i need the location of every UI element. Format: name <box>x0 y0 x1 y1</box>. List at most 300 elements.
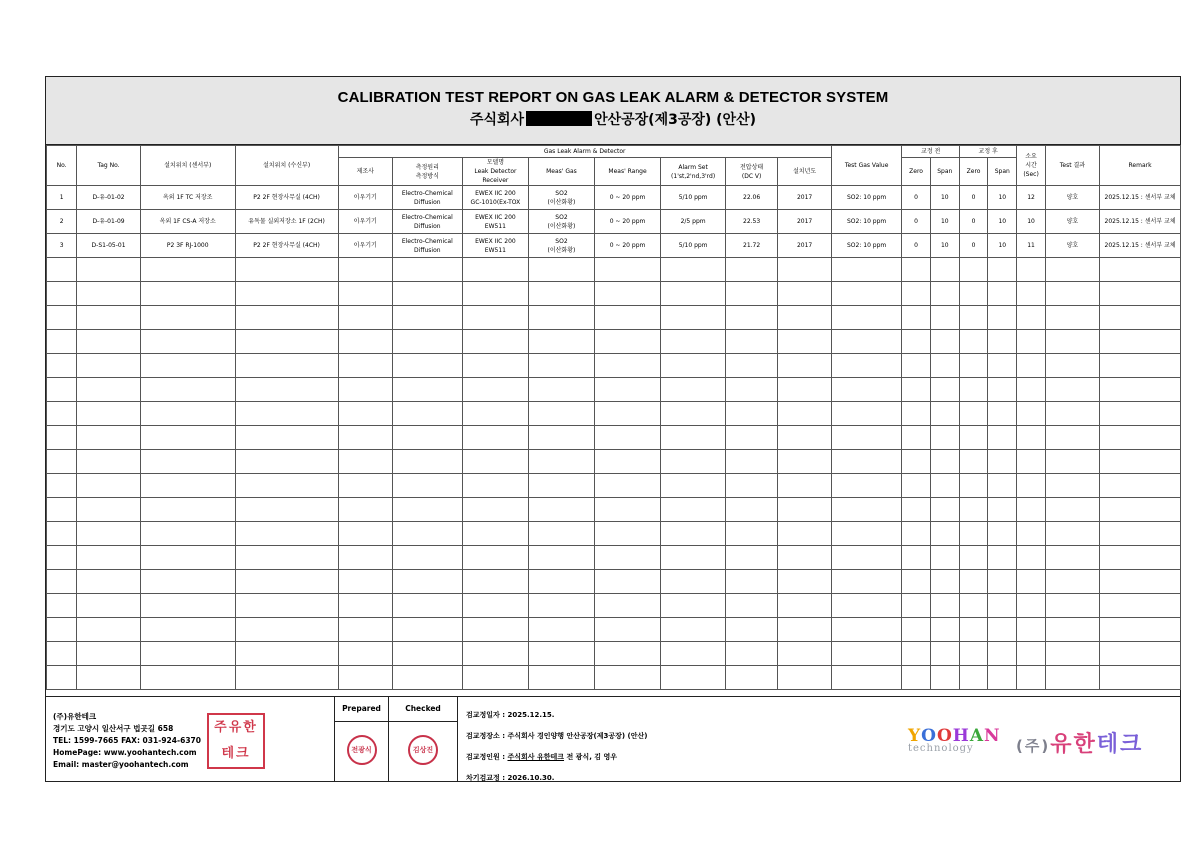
header-maker: 제조사 <box>338 158 392 186</box>
empty-cell <box>959 498 987 522</box>
checked-stamp: 김상진 <box>408 735 438 765</box>
empty-cell <box>77 330 141 354</box>
empty-cell <box>988 258 1017 282</box>
empty-cell <box>393 258 463 282</box>
empty-cell <box>902 450 930 474</box>
empty-cell <box>140 642 235 666</box>
empty-cell <box>235 450 338 474</box>
cell-volt: 22.06 <box>725 186 777 210</box>
empty-cell <box>661 258 726 282</box>
empty-cell <box>1100 522 1181 546</box>
header-before-span: Span <box>930 158 959 186</box>
empty-cell <box>725 474 777 498</box>
empty-cell <box>338 282 392 306</box>
empty-cell <box>235 258 338 282</box>
empty-row <box>47 354 1181 378</box>
empty-cell <box>831 570 902 594</box>
empty-cell <box>1017 306 1045 330</box>
header-principle: 측정원리 측정방식 <box>393 158 463 186</box>
empty-cell <box>959 666 987 690</box>
empty-cell <box>462 354 529 378</box>
empty-cell <box>1045 306 1099 330</box>
cell-alarm: 5/10 ppm <box>661 186 726 210</box>
empty-row <box>47 426 1181 450</box>
empty-cell <box>988 522 1017 546</box>
empty-cell <box>140 354 235 378</box>
empty-cell <box>988 666 1017 690</box>
empty-cell <box>529 378 595 402</box>
empty-cell <box>778 570 831 594</box>
cell-year: 2017 <box>778 186 831 210</box>
header-year: 설치년도 <box>778 158 831 186</box>
empty-cell <box>140 594 235 618</box>
yoohantech-korean-logo <box>1016 727 1143 758</box>
empty-cell <box>930 570 959 594</box>
logo-korean-char: 테 <box>1096 732 1120 757</box>
empty-cell <box>959 378 987 402</box>
empty-row <box>47 402 1181 426</box>
header-install-sensor: 설치위치 (센서부) <box>140 146 235 186</box>
empty-row <box>47 474 1181 498</box>
empty-cell <box>959 282 987 306</box>
empty-cell <box>831 498 902 522</box>
empty-cell <box>77 498 141 522</box>
empty-cell <box>529 666 595 690</box>
cell-model: EWEX IIC 200 EW511 <box>462 210 529 234</box>
empty-cell <box>1100 498 1181 522</box>
empty-cell <box>235 282 338 306</box>
empty-cell <box>235 570 338 594</box>
empty-cell <box>529 402 595 426</box>
cell-range: 0 ~ 20 ppm <box>594 234 661 258</box>
empty-cell <box>778 546 831 570</box>
report-title: CALIBRATION TEST REPORT ON GAS LEAK ALARM & DETECTOR SYSTEM <box>337 89 889 106</box>
empty-cell <box>1017 378 1045 402</box>
empty-cell <box>338 258 392 282</box>
empty-cell <box>47 450 77 474</box>
empty-cell <box>959 474 987 498</box>
cell-no: 3 <box>47 234 77 258</box>
empty-cell <box>594 594 661 618</box>
empty-cell <box>594 378 661 402</box>
empty-cell <box>235 426 338 450</box>
cell-year: 2017 <box>778 234 831 258</box>
footer <box>46 696 1180 783</box>
empty-row <box>47 378 1181 402</box>
empty-cell <box>661 642 726 666</box>
empty-cell <box>529 498 595 522</box>
empty-cell <box>462 306 529 330</box>
empty-cell <box>462 426 529 450</box>
cell-receiver: P2 2F 현장사무실 (4CH) <box>235 186 338 210</box>
empty-cell <box>902 546 930 570</box>
empty-cell <box>902 570 930 594</box>
logo-korean-text <box>1050 732 1143 757</box>
empty-cell <box>338 450 392 474</box>
empty-cell <box>338 594 392 618</box>
empty-cell <box>930 426 959 450</box>
empty-cell <box>661 546 726 570</box>
empty-cell <box>988 642 1017 666</box>
empty-cell <box>1100 666 1181 690</box>
empty-cell <box>725 258 777 282</box>
logo-letter: O <box>936 726 953 746</box>
empty-cell <box>235 378 338 402</box>
empty-cell <box>661 378 726 402</box>
cell-receiver: 유독물 실외저장소 1F (2CH) <box>235 210 338 234</box>
cell-before-zero: 0 <box>902 186 930 210</box>
empty-cell <box>338 474 392 498</box>
header-meas-range: Meas' Range <box>594 158 661 186</box>
logo-korean-char: 한 <box>1073 732 1097 757</box>
cell-range: 0 ~ 20 ppm <box>594 210 661 234</box>
empty-cell <box>1017 522 1045 546</box>
empty-cell <box>902 498 930 522</box>
empty-cell <box>338 666 392 690</box>
empty-row <box>47 570 1181 594</box>
logo-letter: H <box>952 726 970 746</box>
empty-cell <box>462 522 529 546</box>
cell-alarm: 2/5 ppm <box>661 210 726 234</box>
empty-cell <box>725 522 777 546</box>
empty-cell <box>393 618 463 642</box>
empty-cell <box>1045 450 1099 474</box>
empty-cell <box>338 426 392 450</box>
calibration-table <box>46 145 1181 690</box>
empty-cell <box>47 570 77 594</box>
empty-cell <box>1045 498 1099 522</box>
empty-cell <box>140 498 235 522</box>
empty-cell <box>235 642 338 666</box>
empty-cell <box>594 666 661 690</box>
empty-row <box>47 594 1181 618</box>
empty-cell <box>725 306 777 330</box>
empty-cell <box>338 378 392 402</box>
empty-cell <box>902 618 930 642</box>
empty-cell <box>393 570 463 594</box>
empty-cell <box>1017 354 1045 378</box>
cell-sensor: P2 3F RJ-1000 <box>140 234 235 258</box>
empty-cell <box>930 402 959 426</box>
header-group: Gas Leak Alarm & Detector <box>338 146 831 158</box>
header-model: 모델명 Leak Detector Receiver <box>462 158 529 186</box>
empty-row <box>47 666 1181 690</box>
empty-cell <box>1100 402 1181 426</box>
empty-cell <box>393 426 463 450</box>
empty-cell <box>1045 642 1099 666</box>
cell-sec: 10 <box>1017 210 1045 234</box>
empty-cell <box>529 354 595 378</box>
empty-cell <box>725 354 777 378</box>
empty-row <box>47 330 1181 354</box>
empty-cell <box>831 666 902 690</box>
empty-cell <box>988 282 1017 306</box>
empty-cell <box>529 570 595 594</box>
empty-cell <box>338 546 392 570</box>
empty-cell <box>462 546 529 570</box>
empty-cell <box>930 258 959 282</box>
empty-cell <box>661 666 726 690</box>
empty-cell <box>725 642 777 666</box>
empty-cell <box>930 450 959 474</box>
cell-maker: 이우기기 <box>338 234 392 258</box>
empty-cell <box>462 378 529 402</box>
cell-test-gas: SO2: 10 ppm <box>831 210 902 234</box>
empty-cell <box>988 474 1017 498</box>
empty-cell <box>1045 546 1099 570</box>
cell-volt: 21.72 <box>725 234 777 258</box>
empty-cell <box>338 498 392 522</box>
empty-cell <box>1100 306 1181 330</box>
empty-cell <box>1045 426 1099 450</box>
empty-cell <box>725 498 777 522</box>
header-after-span: Span <box>988 158 1017 186</box>
empty-cell <box>661 354 726 378</box>
empty-cell <box>902 402 930 426</box>
subtitle-suffix: 안산공장(제3공장) (안산) <box>594 112 757 128</box>
empty-cell <box>47 258 77 282</box>
cell-tag: D-유-01-09 <box>77 210 141 234</box>
empty-cell <box>778 306 831 330</box>
calibration-date: 검교정일자 : 2025.12.15. <box>466 711 555 719</box>
empty-cell <box>661 426 726 450</box>
company-info <box>53 711 201 771</box>
empty-cell <box>831 474 902 498</box>
empty-cell <box>831 522 902 546</box>
empty-cell <box>725 666 777 690</box>
company-address: 경기도 고양시 일산서구 법곳길 658 <box>53 724 174 733</box>
empty-cell <box>902 474 930 498</box>
empty-cell <box>393 378 463 402</box>
empty-row <box>47 642 1181 666</box>
empty-cell <box>594 258 661 282</box>
empty-cell <box>1100 450 1181 474</box>
empty-cell <box>831 594 902 618</box>
empty-cell <box>1017 498 1045 522</box>
empty-cell <box>462 330 529 354</box>
prepared-stamp: 전광식 <box>347 735 377 765</box>
empty-cell <box>930 282 959 306</box>
yoohan-technology-logo <box>908 728 1001 754</box>
empty-cell <box>831 618 902 642</box>
empty-cell <box>47 642 77 666</box>
cell-before-span: 10 <box>930 186 959 210</box>
empty-cell <box>1045 666 1099 690</box>
empty-cell <box>393 594 463 618</box>
empty-cell <box>1045 594 1099 618</box>
empty-cell <box>462 618 529 642</box>
header-result: Test 결과 <box>1045 146 1099 186</box>
company-email: Email: master@yoohantech.com <box>53 760 189 769</box>
empty-cell <box>529 474 595 498</box>
empty-cell <box>930 642 959 666</box>
company-seal: 주유한테크 <box>207 713 265 769</box>
cell-before-span: 10 <box>930 210 959 234</box>
empty-cell <box>462 666 529 690</box>
empty-cell <box>959 402 987 426</box>
empty-cell <box>235 402 338 426</box>
empty-cell <box>902 522 930 546</box>
empty-row <box>47 522 1181 546</box>
empty-cell <box>725 330 777 354</box>
empty-cell <box>959 330 987 354</box>
empty-row <box>47 258 1181 282</box>
footer-divider <box>457 697 458 782</box>
empty-cell <box>902 258 930 282</box>
cell-year: 2017 <box>778 210 831 234</box>
empty-cell <box>594 498 661 522</box>
cell-sensor: 옥외 1F CS-A 저장소 <box>140 210 235 234</box>
empty-cell <box>529 306 595 330</box>
empty-cell <box>1017 618 1045 642</box>
empty-cell <box>594 306 661 330</box>
header-after-zero: Zero <box>959 158 987 186</box>
empty-cell <box>902 642 930 666</box>
cell-alarm: 5/10 ppm <box>661 234 726 258</box>
empty-cell <box>393 474 463 498</box>
empty-cell <box>778 258 831 282</box>
empty-cell <box>661 306 726 330</box>
empty-cell <box>988 354 1017 378</box>
empty-cell <box>1017 642 1045 666</box>
cell-test-gas: SO2: 10 ppm <box>831 234 902 258</box>
empty-cell <box>1100 258 1181 282</box>
empty-cell <box>661 522 726 546</box>
calibration-place: 검교정장소 : 주식회사 경인양행 안산공장(제3공장) (안산) <box>466 732 648 740</box>
empty-cell <box>529 330 595 354</box>
cell-gas: SO2 (이산화황) <box>529 186 595 210</box>
empty-cell <box>1100 378 1181 402</box>
empty-cell <box>930 306 959 330</box>
empty-cell <box>661 450 726 474</box>
empty-cell <box>462 498 529 522</box>
empty-cell <box>393 354 463 378</box>
header-before-zero: Zero <box>902 158 930 186</box>
empty-cell <box>661 282 726 306</box>
next-calibration: 차기검교정 : 2026.10.30. <box>466 774 555 782</box>
empty-cell <box>831 642 902 666</box>
empty-cell <box>393 306 463 330</box>
empty-cell <box>1017 450 1045 474</box>
empty-cell <box>140 258 235 282</box>
logo-korean-char: 유 <box>1050 732 1074 757</box>
logo-paren: (주) <box>1016 737 1051 755</box>
empty-cell <box>47 354 77 378</box>
empty-cell <box>1045 570 1099 594</box>
empty-cell <box>1017 282 1045 306</box>
empty-cell <box>778 282 831 306</box>
empty-cell <box>1017 594 1045 618</box>
empty-cell <box>778 618 831 642</box>
empty-cell <box>725 378 777 402</box>
cell-after-span: 10 <box>988 210 1017 234</box>
empty-cell <box>1045 330 1099 354</box>
empty-cell <box>831 546 902 570</box>
empty-cell <box>47 546 77 570</box>
empty-cell <box>988 378 1017 402</box>
cell-gas: SO2 (이산화황) <box>529 210 595 234</box>
empty-cell <box>77 426 141 450</box>
empty-cell <box>594 474 661 498</box>
logo-letter: N <box>984 726 1001 746</box>
empty-cell <box>1017 258 1045 282</box>
empty-cell <box>778 378 831 402</box>
empty-cell <box>1045 618 1099 642</box>
empty-cell <box>77 546 141 570</box>
empty-cell <box>930 546 959 570</box>
empty-cell <box>594 522 661 546</box>
empty-cell <box>393 330 463 354</box>
empty-cell <box>1017 402 1045 426</box>
empty-cell <box>959 426 987 450</box>
empty-cell <box>594 450 661 474</box>
empty-cell <box>140 306 235 330</box>
empty-cell <box>47 666 77 690</box>
empty-cell <box>988 498 1017 522</box>
empty-cell <box>235 666 338 690</box>
empty-cell <box>1100 546 1181 570</box>
header-no: No. <box>47 146 77 186</box>
empty-cell <box>47 330 77 354</box>
table-row <box>47 186 1181 210</box>
company-tel: TEL: 1599-7665 FAX: 031-924-6370 <box>53 736 201 745</box>
empty-cell <box>393 522 463 546</box>
empty-cell <box>902 354 930 378</box>
empty-cell <box>47 426 77 450</box>
empty-cell <box>393 642 463 666</box>
cell-after-zero: 0 <box>959 210 987 234</box>
empty-cell <box>594 570 661 594</box>
title-box <box>46 77 1180 145</box>
report-sheet <box>45 76 1181 782</box>
empty-cell <box>47 474 77 498</box>
empty-cell <box>235 354 338 378</box>
empty-cell <box>77 666 141 690</box>
empty-cell <box>661 402 726 426</box>
empty-cell <box>902 306 930 330</box>
empty-cell <box>77 522 141 546</box>
empty-cell <box>235 594 338 618</box>
empty-cell <box>393 282 463 306</box>
cell-before-zero: 0 <box>902 234 930 258</box>
empty-cell <box>338 570 392 594</box>
empty-cell <box>988 594 1017 618</box>
empty-cell <box>1045 258 1099 282</box>
empty-cell <box>235 330 338 354</box>
cell-result: 양호 <box>1045 234 1099 258</box>
empty-cell <box>140 618 235 642</box>
empty-cell <box>393 546 463 570</box>
company-name: (주)유한테크 <box>53 712 97 721</box>
empty-cell <box>988 426 1017 450</box>
empty-cell <box>462 570 529 594</box>
empty-cell <box>594 330 661 354</box>
empty-cell <box>778 474 831 498</box>
empty-cell <box>77 474 141 498</box>
empty-cell <box>778 330 831 354</box>
empty-cell <box>778 594 831 618</box>
empty-cell <box>930 594 959 618</box>
empty-cell <box>77 282 141 306</box>
empty-cell <box>930 378 959 402</box>
logo-letter: O <box>921 726 937 746</box>
cell-before-span: 10 <box>930 234 959 258</box>
empty-cell <box>529 426 595 450</box>
empty-cell <box>1100 642 1181 666</box>
table-row <box>47 234 1181 258</box>
empty-cell <box>725 570 777 594</box>
empty-cell <box>1045 282 1099 306</box>
